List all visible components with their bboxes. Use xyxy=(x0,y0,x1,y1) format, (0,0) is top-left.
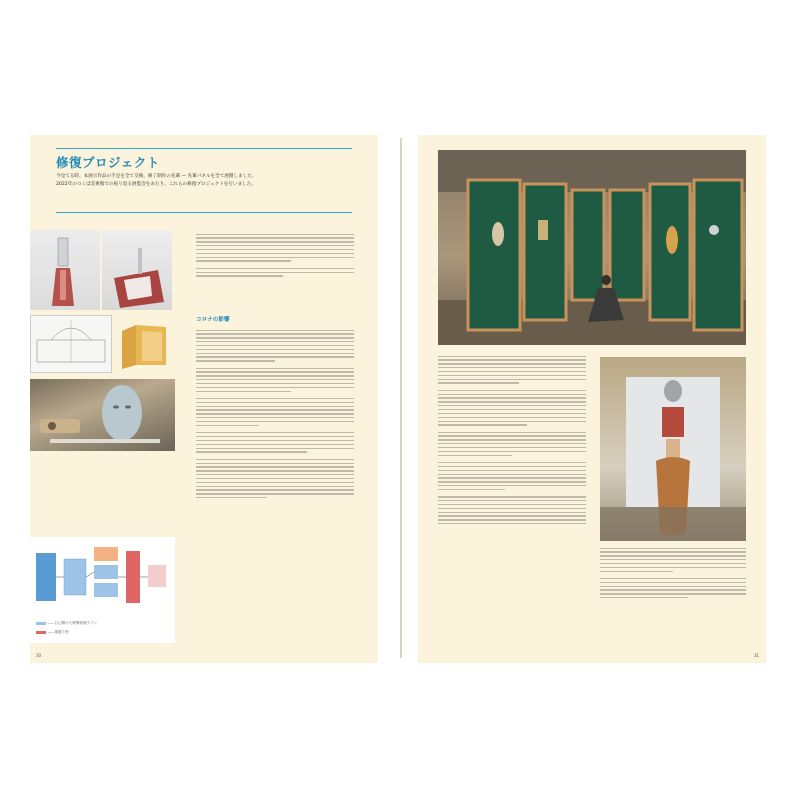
spine xyxy=(400,138,402,658)
page-number-right: 31 xyxy=(754,653,760,658)
top-rule xyxy=(56,148,352,149)
robot-illustration xyxy=(600,357,746,541)
section-heading: コロナの影響 xyxy=(196,317,230,323)
photo-workshop-mask xyxy=(30,379,175,451)
right-body-text-2 xyxy=(600,545,746,647)
lead-line-1: 今見てる時、本展示作品の手足を全て交換、修了制作の先輩 ― 先輩パネルを全て展開しました。 xyxy=(56,174,257,179)
lead-line-2: 2022年のつくば美術館での振り返る展覧会をあたり、これらの修復プロジェクトを行いました。 xyxy=(56,182,256,187)
page-title: 修復プロジェクト xyxy=(56,155,160,170)
body-text-2 xyxy=(196,327,354,647)
workshop-illustration xyxy=(30,379,175,451)
legend-item-2: ――後期工程 xyxy=(36,630,69,635)
photo-green-panels xyxy=(438,150,746,345)
body-text-1 xyxy=(196,231,354,309)
page-number-left: 30 xyxy=(36,653,42,658)
green-panels-illustration xyxy=(438,150,746,345)
lead-text xyxy=(56,173,356,189)
photo-robot-sculpture xyxy=(600,357,746,541)
flowchart-illustration xyxy=(30,537,175,617)
left-page xyxy=(30,135,378,663)
photo-base-render xyxy=(102,230,172,310)
figure-flowchart xyxy=(30,537,175,643)
photo-blueprint xyxy=(30,315,112,373)
booth-illustration xyxy=(116,321,174,371)
photo-wooden-booth xyxy=(116,321,174,371)
right-page xyxy=(418,135,766,663)
body-render-illustration xyxy=(30,230,100,310)
photo-body-render xyxy=(30,230,100,310)
lead-rule xyxy=(56,212,352,213)
legend-item-1: ――日に開けた時間管理ライン xyxy=(36,621,97,626)
right-body-text xyxy=(438,353,586,653)
base-render-illustration xyxy=(102,230,172,310)
blueprint-illustration xyxy=(31,316,111,372)
